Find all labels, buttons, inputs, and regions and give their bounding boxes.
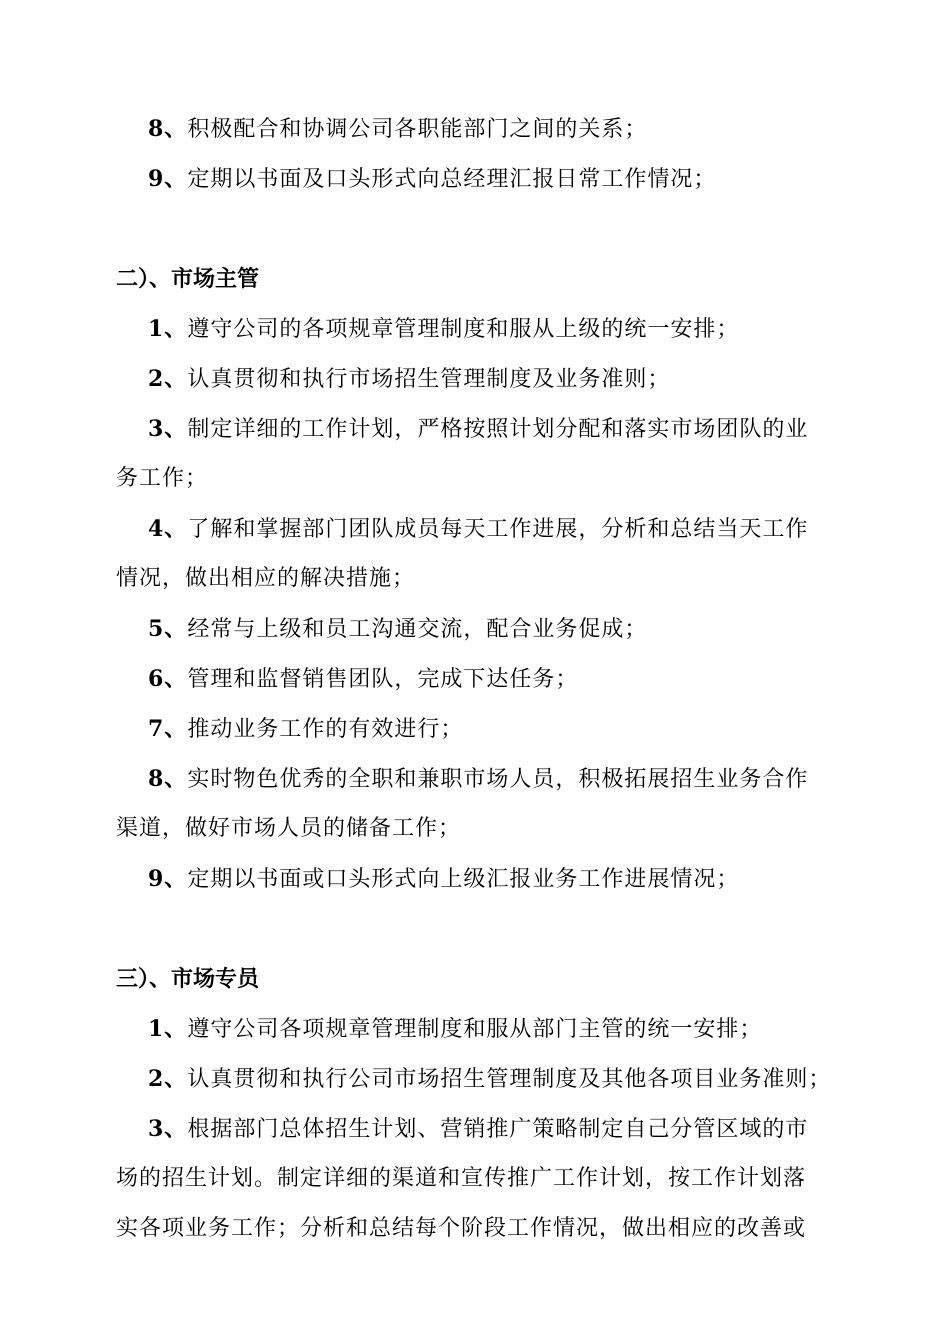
section-heading: 二）、市场主管 [116, 266, 260, 292]
list-item [116, 754, 838, 804]
item-text: 根据部门总体招生计划、营销推广策略制定自己分管区域的市 [187, 1117, 809, 1142]
list-item [116, 104, 838, 154]
list-item [116, 304, 838, 354]
list-item [116, 854, 838, 904]
item-text: 管理和监督销售团队，完成下达任务； [187, 667, 579, 692]
item-text: 推动业务工作的有效进行； [187, 717, 464, 742]
section-heading: 三）、市场专员 [116, 966, 260, 992]
list-item [116, 704, 838, 754]
list-item [116, 1054, 838, 1104]
item-text: 经常与上级和员工沟通交流，配合业务促成； [187, 617, 648, 642]
item-text: 定期以书面或口头形式向上级汇报业务工作进展情况； [187, 867, 740, 892]
item-number: 6、 [148, 666, 188, 692]
item-number: 7、 [148, 716, 188, 742]
list-item [116, 354, 838, 404]
item-text: 遵守公司的各项规章管理制度和服从上级的统一安排； [187, 317, 740, 342]
item-text: 认真贯彻和执行公司市场招生管理制度及其他各项目业务准则； [187, 1067, 832, 1092]
list-item [116, 1104, 838, 1154]
item-continuation: 情况，做出相应的解决措施； [116, 566, 416, 591]
item-text: 了解和掌握部门团队成员每天工作进展，分析和总结当天工作 [187, 517, 809, 542]
item-text: 制定详细的工作计划，严格按照计划分配和落实市场团队的业 [187, 417, 809, 442]
item-number: 1、 [148, 1016, 188, 1042]
list-item [116, 154, 838, 204]
item-text: 认真贯彻和执行市场招生管理制度及业务准则； [187, 367, 671, 392]
item-number: 2、 [148, 1066, 188, 1092]
item-number: 3、 [148, 1116, 188, 1142]
item-continuation: 务工作； [116, 466, 209, 491]
item-number: 9、 [148, 166, 188, 192]
section-spacer [116, 904, 838, 954]
list-item [116, 1004, 838, 1054]
section-spacer [116, 204, 838, 254]
item-text: 实时物色优秀的全职和兼职市场人员，积极拓展招生业务合作 [187, 767, 809, 792]
item-number: 5、 [148, 616, 188, 642]
item-text: 定期以书面及口头形式向总经理汇报日常工作情况； [187, 167, 717, 192]
item-number: 9、 [148, 866, 188, 892]
item-number: 4、 [148, 516, 188, 542]
list-item [116, 404, 838, 454]
item-text: 积极配合和协调公司各职能部门之间的关系； [187, 117, 648, 142]
item-continuation: 实各项业务工作；分析和总结每个阶段工作情况，做出相应的改善或 [116, 1216, 807, 1241]
list-item [116, 504, 838, 554]
item-number: 8、 [148, 116, 188, 142]
item-continuation: 渠道，做好市场人员的储备工作； [116, 816, 462, 841]
item-number: 8、 [148, 766, 188, 792]
item-number: 3、 [148, 416, 188, 442]
list-item [116, 654, 838, 704]
item-continuation: 场的招生计划。制定详细的渠道和宣传推广工作计划，按工作计划落 [116, 1166, 807, 1191]
item-number: 2、 [148, 366, 188, 392]
list-item [116, 604, 838, 654]
item-number: 1、 [148, 316, 188, 342]
item-text: 遵守公司各项规章管理制度和服从部门主管的统一安排； [187, 1017, 763, 1042]
